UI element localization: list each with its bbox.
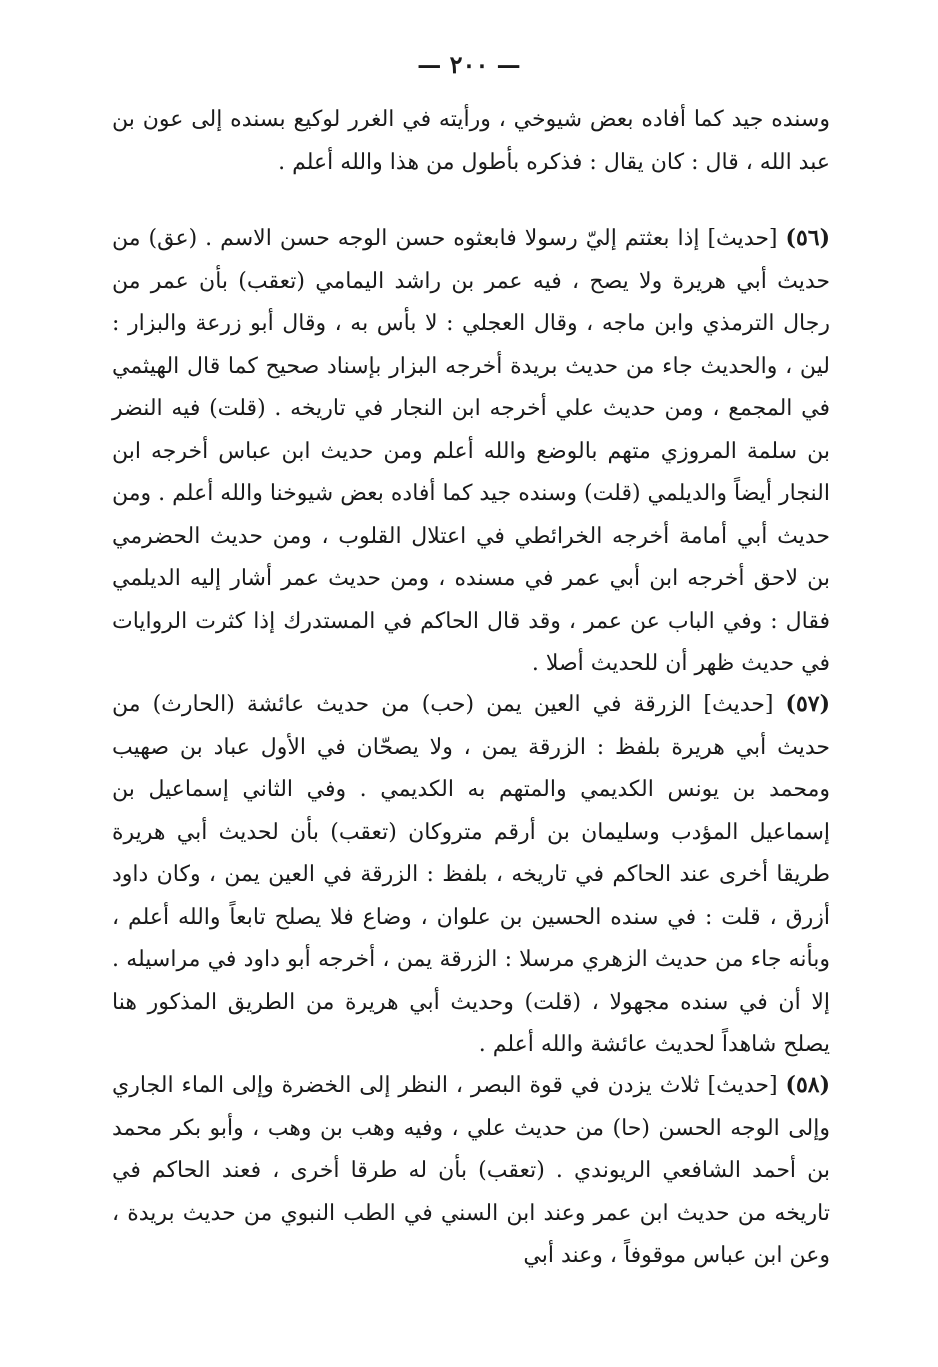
entry-text: [حديث] ثلاث يزدن في قوة البصر ، النظر إلى الخضرة وإلى الماء الجاري وإلى الوجه الحسن (حا) من حديث علي ، وفيه وهب بن وهب ، وأبو بكر محمد بن أحمد الشافعي الريوندي . (تعقب) بأن له طرقا أخرى ، فعند الحاكم في تاريخه من حديث ابن عمر وعند ابن السني في الطب النبوي من حديث بريدة ، وعن ابن عباس موقوفاً ، وعند أبي — [112, 1073, 830, 1268]
entry-paragraph — [112, 217, 830, 686]
entry-number: (٥٨) — [785, 1072, 831, 1098]
entry-text: [حديث] إذا بعثتم إليّ رسولا فابعثوه حسن الوجه حسن الاسم . (عق) من حديث أبي هريرة ولا يصح ، فيه عمر بن راشد اليمامي (تعقب) بأن عمر من رجال الترمذي وابن ماجه ، وقال العجلي : لا بأس به ، وقال أبو زرعة والبزار : لين ، والحديث جاء من حديث بريدة أخرجه البزار بإسناد صحيح كما قال الهيثمي في المجمع ، ومن حديث علي أخرجه ابن النجار في تاريخه . (قلت) فيه النضر بن سلمة المروزي متهم بالوضع والله أعلم ومن حديث ابن عباس أخرجه ابن النجار أيضاً والديلمي (قلت) وسنده جيد كما أفاده بعض شيوخنا والله أعلم . ومن حديث أبي أمامة أخرجه الخرائطي في اعتلال القلوب ، ومن حديث الحضرمي بن لاحق أخرجه ابن أبي عمر في مسنده ، ومن حديث عمر أشار إليه الديلمي فقال : وفي الباب عن عمر ، وقد قال الحاكم في المستدرك إذا كثرت الروايات في حديث ظهر أن للحديث أصلا . — [112, 226, 830, 676]
hadith-entry-57 — [112, 683, 830, 1067]
entry-number: (٥٦) — [785, 225, 830, 251]
paragraph-text: وسنده جيد كما أفاده بعض شيوخي ، ورأيته في الغرر لوكيع بسنده إلى عون بن عبد الله ، قال : كان يقال : فذكره بأطول من هذا والله أعلم . — [112, 107, 830, 175]
continuation-paragraph — [112, 99, 830, 184]
entry-paragraph — [112, 1064, 830, 1278]
entry-number: (٥٧) — [785, 691, 831, 717]
page-number: — ٢٠٠ — — [417, 50, 521, 79]
entry-paragraph — [112, 683, 830, 1067]
entry-text: [حديث] الزرقة في العين يمن (حب) من حديث عائشة (الحارث) من حديث أبي هريرة بلفظ : الزرقة يمن ، ولا يصحّان في الأول عباد بن صهيب ومحمد بن يونس الكديمي والمتهم به الكديمي . وفي الثاني إسماعيل بن إسماعيل المؤدب وسليمان بن أرقم متروكان (تعقب) بأن لحديث أبي هريرة طريقا أخرى عند الحاكم في تاريخه ، بلفظ : الزرقة في العين يمن ، وكان داود أزرق ، قلت : في سنده الحسين بن علوان ، وضاع فلا يصلح تابعاً والله أعلم ، وبأنه جاء من حديث الزهري مرسلا : الزرقة يمن ، أخرجه أبو داود في مراسيله . إلا أن في سنده مجهولا ، (قلت) وحديث أبي هريرة من الطريق المذكور هنا يصلح شاهداً لحديث عائشة والله أعلم . — [112, 692, 830, 1057]
hadith-entry-56 — [112, 217, 830, 686]
hadith-entry-58 — [112, 1064, 830, 1278]
